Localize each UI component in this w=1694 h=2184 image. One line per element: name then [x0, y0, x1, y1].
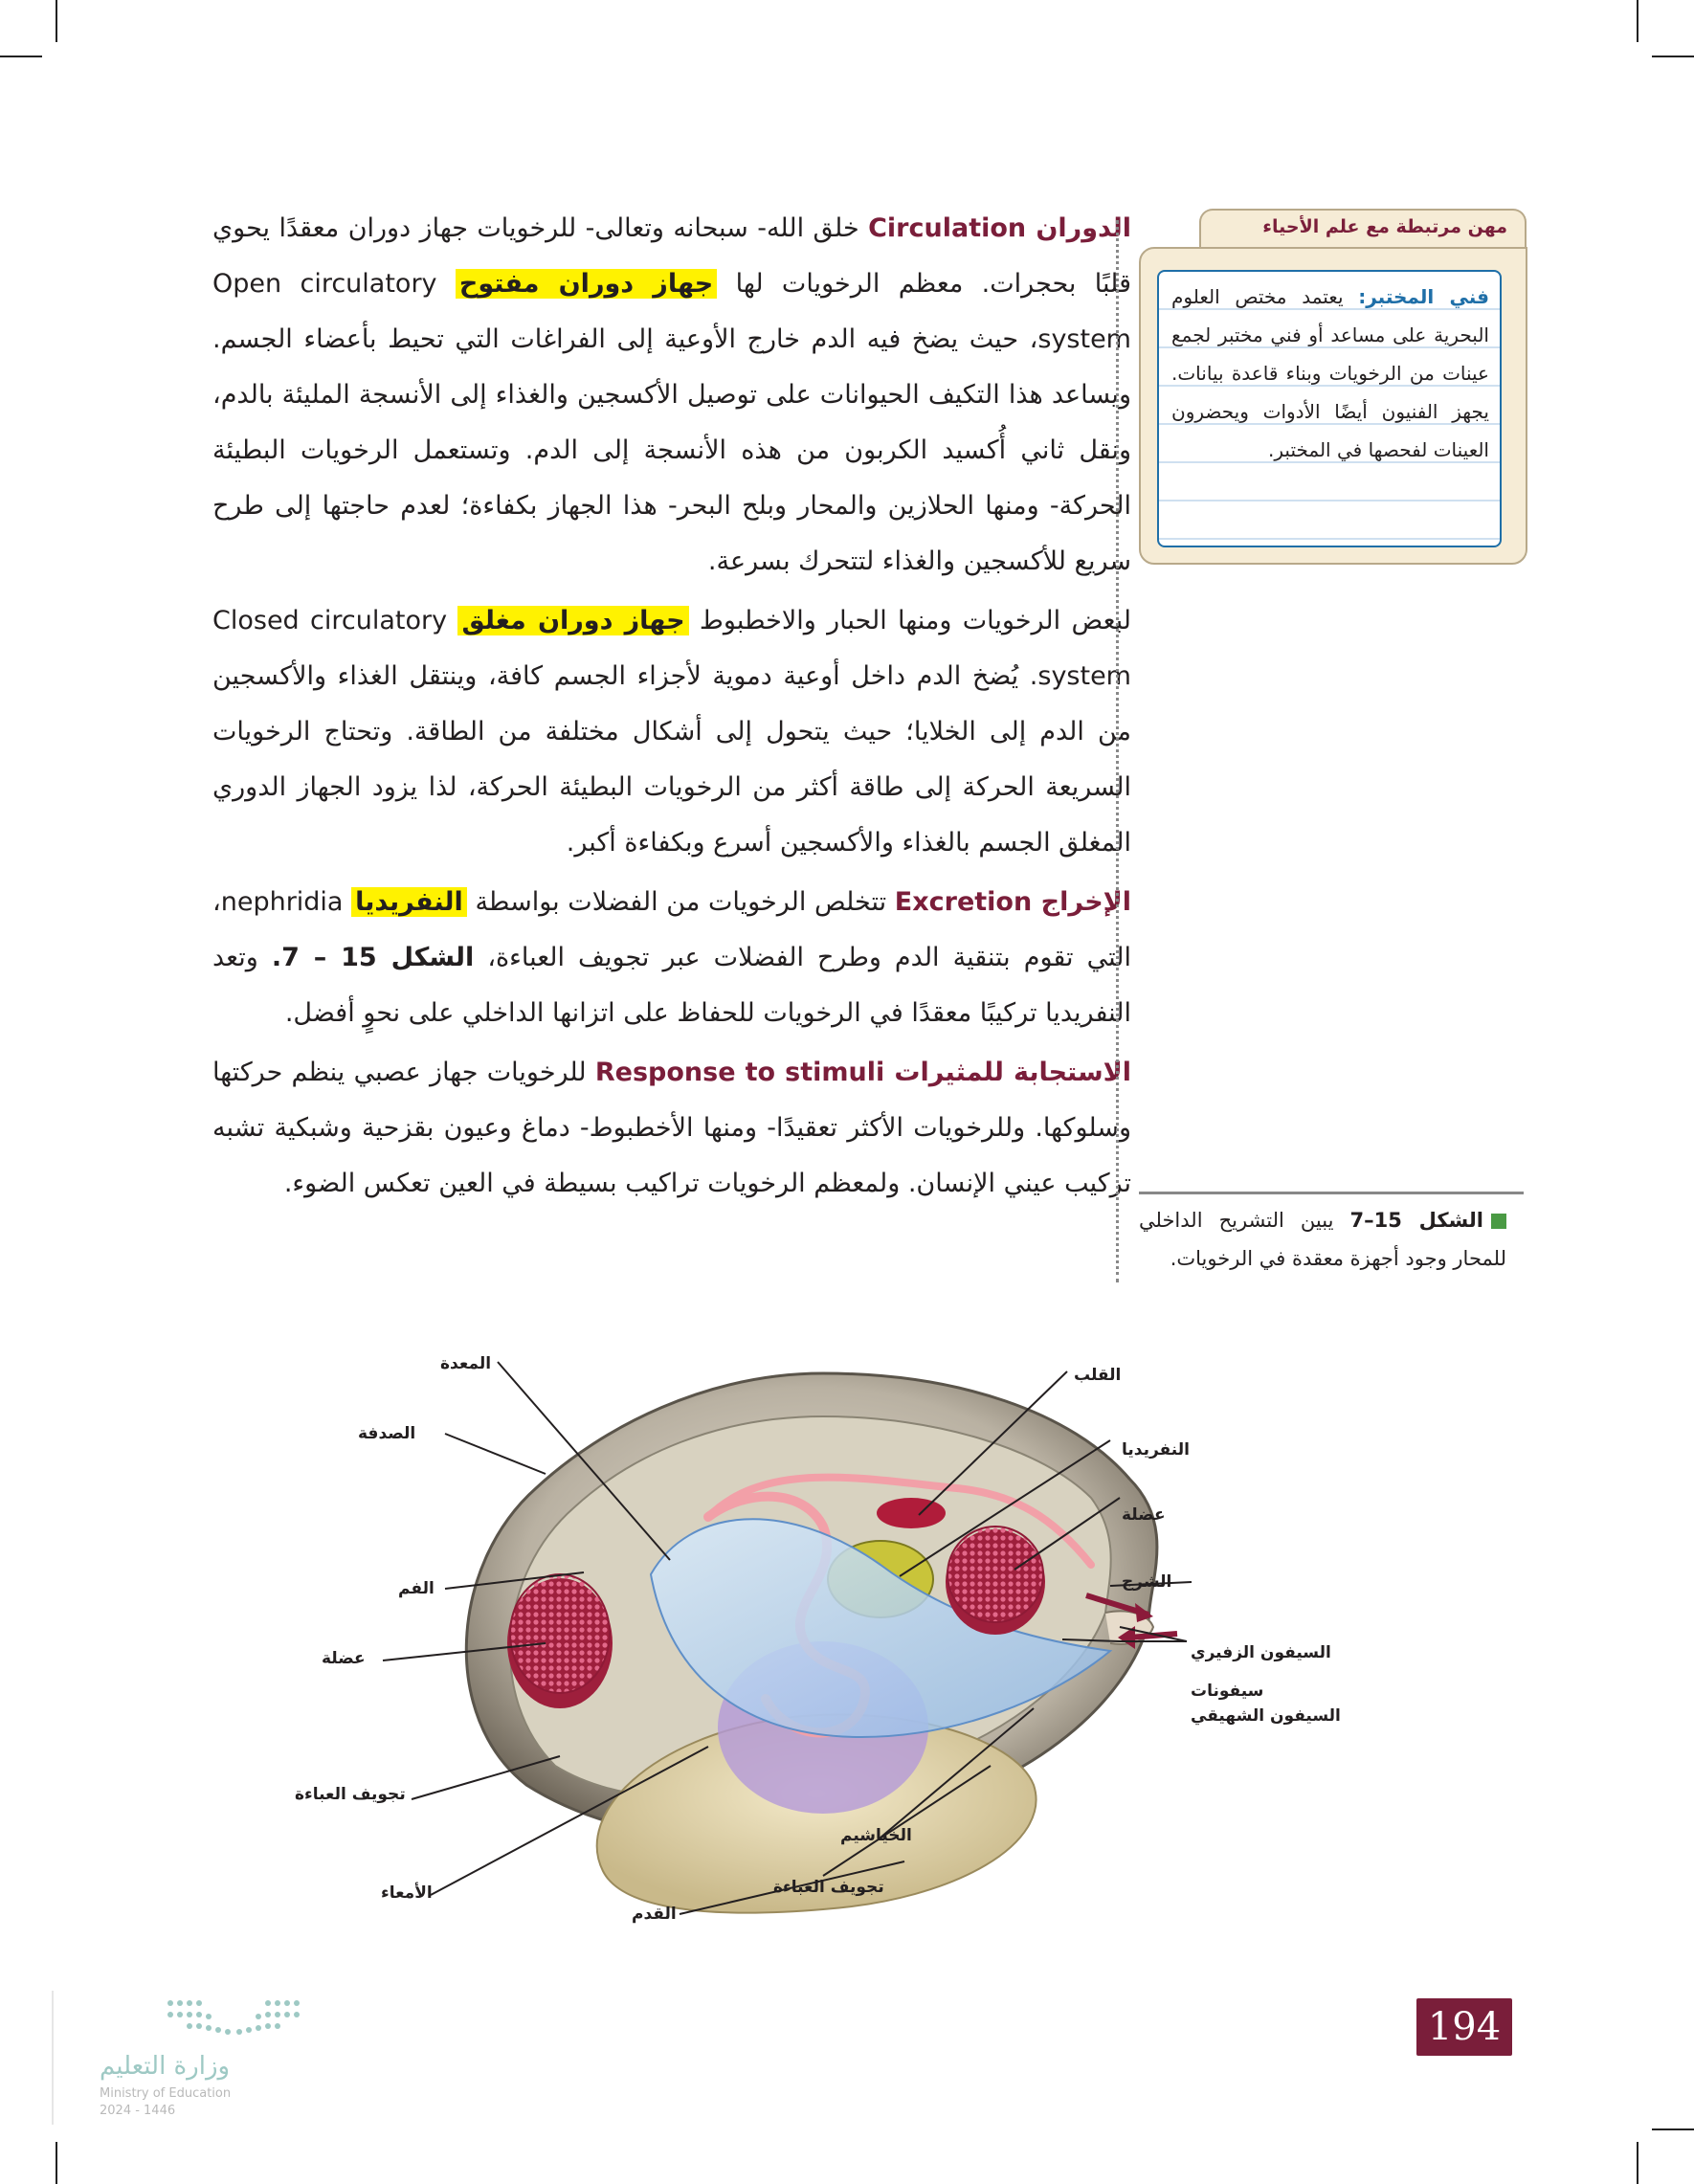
main-text-column — [212, 201, 1131, 1215]
response-paragraph — [212, 1045, 1131, 1212]
label-mouth: الفم — [398, 1579, 435, 1598]
closed-system-paragraph — [212, 593, 1131, 871]
excretion-text-2: nephridia، التي تقوم بتنقية الدم وطرح الفضلات عبر تجويف العباءة، — [212, 887, 1131, 972]
career-tab-label: مهن مرتبطة مع علم الأحياء — [1262, 216, 1507, 237]
crop-mark — [1637, 0, 1638, 42]
ministry-name-en: Ministry of Education — [100, 2086, 232, 2101]
label-heart: القلب — [1074, 1366, 1122, 1385]
label-siphons: سيفونات — [1191, 1682, 1264, 1701]
label-mantle-cavity-left: تجويف العباءة — [295, 1785, 406, 1804]
label-incurrent-siphon: السيفون الشهيقي — [1191, 1706, 1341, 1726]
heart-shape — [877, 1498, 946, 1528]
excretion-text-3: وتعد النفريديا تركيبًا معقدًا في الرخويات للحفاظ على اتزانها الداخلي على نحوٍ أفضل. — [212, 943, 1131, 1028]
column-divider — [1116, 220, 1119, 1282]
label-nephridia: النفريديا — [1122, 1440, 1190, 1460]
circulation-text-4: Closed circulatory system. يُضخ الدم داخل أوعية دموية لأجزاء الجسم كافة، وينتقل الغذاء والأكسجين من الدم إلى الخلايا؛ حيث يتحول إلى أشكال مختلفة من الطاقة. وتحتاج الرخويات السريعة الحركة إلى طاقة أكثر من الرخويات البطيئة الحركة، لذا يزود الجهاز الدوري المغلق الجسم بالغذاء والأكسجين أسرع وبكفاءة أكبر. — [212, 606, 1131, 858]
caption-bullet-icon — [1491, 1214, 1506, 1229]
label-intestine: الأمعاء — [381, 1883, 433, 1903]
circulation-text-3: لبعض الرخويات ومنها الحبار والاخطبوط — [699, 606, 1131, 635]
edition-year: 2024 - 1446 — [100, 2104, 176, 2118]
crop-mark — [56, 0, 57, 42]
excretion-term: الإخراج Excretion — [894, 887, 1132, 917]
muscle-right-shape — [946, 1527, 1045, 1635]
label-gills: الخياشيم — [840, 1826, 912, 1845]
circulation-text-2: Open circulatory system، حيث يضخ فيه الدم خارج الأوعية إلى الفراغات التي تحيط بأعضاء الجسم. ويساعد هذا التكيف الحيوانات على توصيل الأكسجين والغذاء إلى الأنسجة المليئة بالدم، ونقل ثاني أُكسيد الكربون من هذه الأنسجة إلى الدم. وتستعمل الرخويات البطيئة الحركة- ومنها الحلازين والمحار وبلح البحر- هذا الجهاز بكفاءة؛ لعدم حاجتها إلى طرح سريع للأكسجين والغذاء لتتحرك بسرعة. — [212, 269, 1131, 576]
caption-text: يبين التشريح الداخلي للمحار وجود أجهزة معقدة في الرخويات. — [1139, 1209, 1506, 1270]
caption-label: الشكل 15–7 — [1349, 1209, 1483, 1232]
label-muscle-left: عضلة — [322, 1649, 366, 1668]
circulation-term: الدوران Circulation — [868, 213, 1131, 243]
circulation-paragraph — [212, 201, 1131, 590]
closed-system-highlight: جهاز دوران مغلق — [457, 606, 688, 635]
excretion-text-1: تتخلص الرخويات من الفضلات بواسطة — [475, 887, 887, 917]
career-body: يعتمد مختص العلوم البحرية على مساعد أو فني مختبر لجمع عينات من الرخويات وبناء قاعدة بيانات. يجهز الفنيون أيضًا الأدوات ويحضرون العينات لفحصها في المختبر. — [1171, 285, 1489, 461]
crop-mark — [1652, 56, 1694, 57]
clam-anatomy-figure — [287, 1335, 1455, 1957]
page-number: 194 — [1416, 1998, 1512, 2056]
label-shell: الصدفة — [358, 1424, 416, 1443]
label-excurrent-siphon: السيفون الزفيري — [1191, 1643, 1331, 1662]
nephridia-highlight: النفريديا — [351, 887, 467, 917]
label-foot: القدم — [632, 1905, 677, 1924]
figure-reference: الشكل 15 – 7. — [271, 943, 475, 972]
career-tab — [1199, 209, 1527, 251]
margin-line — [52, 1991, 54, 2125]
career-title: فني المختبر: — [1358, 285, 1489, 308]
ministry-name-ar: وزارة التعليم — [100, 2052, 231, 2081]
crop-mark — [56, 2142, 57, 2184]
label-stomach: المعدة — [440, 1354, 492, 1373]
circulation-text-1: خلق الله- سبحانه وتعالى- للرخويات جهاز دوران معقدًا يحوي قلبًا بحجرات. معظم الرخويات لها — [212, 213, 1132, 299]
ministry-logo-icon — [163, 1995, 316, 2043]
figure-caption — [1139, 1201, 1506, 1278]
crop-mark — [1637, 2142, 1638, 2184]
excretion-paragraph — [212, 875, 1131, 1041]
crop-mark — [1652, 2128, 1694, 2130]
caption-rule — [1139, 1192, 1524, 1194]
muscle-left-shape — [507, 1574, 613, 1708]
label-muscle-right: عضلة — [1122, 1505, 1166, 1525]
label-mantle-cavity-bottom: تجويف العباءة — [773, 1878, 884, 1897]
open-system-highlight: جهاز دوران مفتوح — [456, 269, 717, 299]
label-anus: الشرج — [1122, 1572, 1172, 1592]
response-term: الاستجابة للمثيرات Response to stimuli — [594, 1058, 1131, 1087]
crop-mark — [0, 56, 42, 57]
career-text — [1171, 278, 1489, 469]
response-text: للرخويات جهاز عصبي ينظم حركتها وسلوكها. وللرخويات الأكثر تعقيدًا- ومنها الأخطبوط- دماغ وعيون بقزحية وشبكية تشبه تركيب عيني الإنسان. ولمعظم الرخويات تراكيب بسيطة في العين تعكس الضوء. — [212, 1058, 1131, 1198]
